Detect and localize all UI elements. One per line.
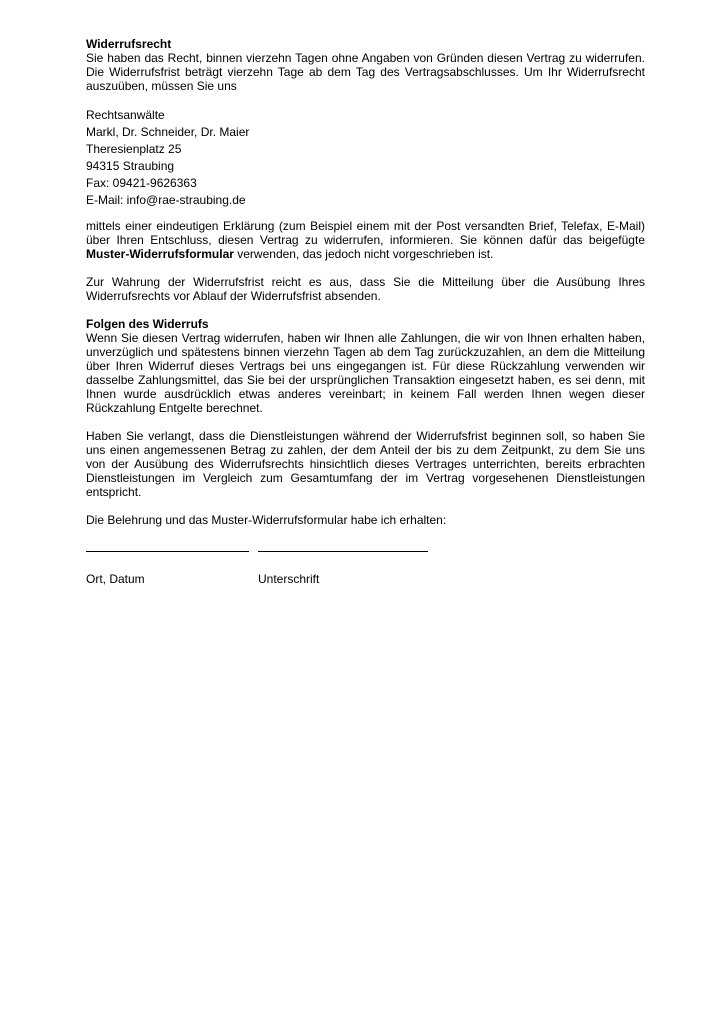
consequences-heading: Folgen des Widerrufs: [86, 317, 209, 331]
address-line-names: Markl, Dr. Schneider, Dr. Maier: [86, 125, 250, 139]
withdrawal-inform-paragraph: [86, 219, 645, 261]
withdrawal-intro: Sie haben das Recht, binnen vierzehn Tagen ohne Angaben von Gründen diesen Vertrag zu widerrufen. Die Widerrufsfrist beträgt vierzehn Tage ab dem Tag des Vertragsabschlusses. Um Ihr Widerrufsrecht auszuüben, müssen Sie uns: [86, 51, 645, 93]
address-line-city: 94315 Straubing: [86, 159, 175, 173]
lawyer-address-block: [86, 107, 645, 209]
consequences-section: [86, 317, 645, 499]
signature-label: Unterschrift: [258, 572, 320, 586]
address-line-street: Theresienplatz 25: [86, 142, 182, 156]
place-date-line: [86, 551, 249, 552]
withdrawal-section: [86, 37, 645, 303]
signature-labels: [86, 572, 645, 588]
address-line-firm-type: Rechtsanwälte: [86, 108, 165, 122]
withdrawal-heading: Widerrufsrecht: [86, 37, 172, 51]
acknowledgement-text: Die Belehrung und das Muster-Widerrufsformular habe ich erhalten:: [86, 513, 447, 527]
signature-lines: [86, 541, 645, 561]
place-date-label: Ort, Datum: [86, 572, 145, 586]
inform-text-after: verwenden, das jedoch nicht vorgeschrieben ist.: [233, 247, 494, 261]
document-page: [86, 37, 645, 588]
withdrawal-deadline-paragraph: Zur Wahrung der Widerrufsfrist reicht es aus, dass Sie die Mitteilung über die Ausübung Ihres Widerrufsrechts vor Ablauf der Widerrufsfrist absenden.: [86, 275, 645, 303]
address-email: E-Mail: info@rae-straubing.de: [86, 193, 246, 207]
address-fax: Fax: 09421-9626363: [86, 176, 197, 190]
inform-form-name: Muster-Widerrufsformular: [86, 247, 234, 261]
inform-text-before: mittels einer eindeutigen Erklärung (zum Beispiel einem mit der Post versandten Brief, Telefax, E-Mail) über Ihren Entschluss, diesen Vertrag zu widerrufen, informieren. Sie können dafür das beigefügte: [86, 219, 645, 247]
consequences-services-paragraph: Haben Sie verlangt, dass die Dienstleistungen während der Widerrufsfrist beginnen soll, so haben Sie uns einen angemessenen Betrag zu zahlen, der dem Anteil der bis zu dem Zeitpunkt, zu dem Sie uns von der Ausübung des Widerrufsrechts hinsichtlich dieses Vertrages unterrichten, bereits erbrachten Dienstleistungen im Vergleich zum Gesamtumfang der im Vertrag vorgesehenen Dienstleistungen entspricht.: [86, 429, 645, 499]
consequences-refund-paragraph: Wenn Sie diesen Vertrag widerrufen, haben wir Ihnen alle Zahlungen, die wir von Ihnen erhalten haben, unverzüglich und spätestens binnen vierzehn Tagen ab dem Tag zurückzuzahlen, an dem die Mitteilung über Ihren Widerruf dieses Vertrags bei uns eingegangen ist. Für diese Rückzahlung verwenden wir dasselbe Zahlungsmittel, das Sie bei der ursprünglichen Transaktion eingesetzt haben, es sei denn, mit Ihnen wurde ausdrücklich etwas anderes vereinbart; in keinem Fall werden Ihnen wegen dieser Rückzahlung Entgelte berechnet.: [86, 331, 645, 415]
signature-line: [258, 551, 428, 552]
